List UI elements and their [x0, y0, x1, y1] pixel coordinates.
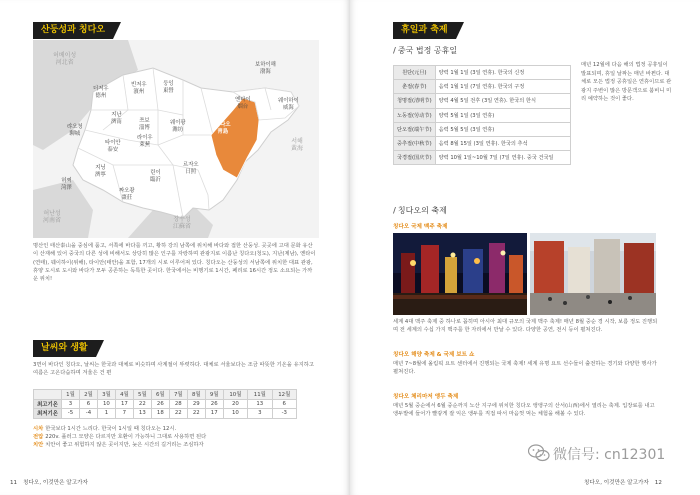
holiday-desc-cell: 음력 1월 1일 (7일 연휴). 한국의 구정 — [435, 80, 570, 94]
holiday-desc-cell: 음력 5월 5일 (3일 연휴) — [435, 122, 570, 136]
beer-festival-title: 칭다오 국제 맥주 축제 — [393, 224, 448, 230]
map-label-dezhou: 더저우 德州 — [93, 86, 109, 99]
weather-month-cell: 9월 — [205, 390, 223, 400]
weather-value-cell: 13 — [133, 409, 151, 419]
weather-section-title: 날씨와 생활 — [33, 340, 96, 357]
beer-festival-text: 세계 4대 맥주 축제 중 하나로 꼽히며 아시아 최대 규모의 국제 맥주 축제! 매년 8월 중순 경 시작, 보름 정도 진행되며 전 세계의 수십 가지 맥주를 한 자리에서 만날 수 있다. 다양한 공연, 전시 등이 펼쳐진다. — [393, 319, 658, 334]
weather-value-cell: 7 — [115, 409, 133, 419]
weather-value-cell: 28 — [169, 399, 187, 409]
map-label-hebei: 허베이성 河北省 — [53, 52, 77, 66]
map-label-bohai: 보하이해 渤海 — [255, 62, 276, 75]
map-label-jinan: 지난 濟南 — [111, 112, 122, 125]
weather-month-cell: 10월 — [223, 390, 247, 400]
holiday-row — [394, 94, 571, 108]
map-label-taian: 타이안 泰安 — [105, 140, 121, 153]
weather-value-cell: 3 — [62, 399, 80, 409]
weather-value-cell: 18 — [151, 409, 169, 419]
holiday-name-cell: 노동절(劳动节) — [394, 108, 436, 122]
holiday-desc-cell: 양력 5월 1일 (3일 연휴) — [435, 108, 570, 122]
weather-month-cell: 2월 — [79, 390, 97, 400]
left-page-number: 11 — [10, 480, 18, 486]
map-graphic — [33, 40, 319, 238]
holiday-name-cell: 중추절(中秋节) — [394, 136, 436, 150]
festival-subtitle: / 칭다오의 축제 — [393, 206, 447, 215]
weather-row-label: 최고기온 — [34, 399, 62, 409]
weather-corner-cell — [34, 390, 62, 400]
weather-value-cell: 22 — [133, 399, 151, 409]
map-label-jining: 지닝 濟寧 — [95, 165, 106, 178]
map-label-yantai: 옌타이 烟台 — [235, 97, 251, 110]
map-label-binzhou: 빈저우 濱州 — [131, 82, 147, 95]
map-label-yellowsea: 서해 黃海 — [291, 138, 304, 152]
holiday-row — [394, 108, 571, 122]
weather-table — [33, 389, 297, 419]
right-footer — [584, 478, 662, 486]
holiday-row — [394, 122, 571, 136]
map-label-henan: 허난성 河南省 — [43, 210, 62, 224]
holiday-side-note: 매년 12월에 다음 해의 법정 공휴일이 발표되며, 휴일 날짜는 매년 바뀐다. 대체로 모든 법정 공휴일은 연휴이므로 관광지 주변이 많은 방문객으로 붐비니 미리 예약하는 것이 좋다. — [581, 62, 672, 103]
weather-month-cell: 3월 — [97, 390, 115, 400]
map-label-rizhao: 르자오 日照 — [183, 162, 199, 175]
weather-row-label: 최저기온 — [34, 409, 62, 419]
weather-month-cell: 4월 — [115, 390, 133, 400]
weather-value-cell: 22 — [187, 409, 205, 419]
weather-value-cell: -3 — [272, 409, 297, 419]
weather-month-cell: 5월 — [133, 390, 151, 400]
weather-value-cell: 26 — [205, 399, 223, 409]
weather-value-cell: 3 — [248, 409, 272, 419]
holiday-row — [394, 66, 571, 80]
weather-value-cell: 29 — [187, 399, 205, 409]
weather-value-cell: 13 — [248, 399, 272, 409]
left-footer-text: 칭다오, 이것만은 알고가자 — [23, 480, 88, 486]
cherry-festival-title: 칭다오 체리마저 앵두 축제 — [393, 394, 459, 400]
holiday-row — [394, 136, 571, 150]
holiday-name-cell: 청명절(清明节) — [394, 94, 436, 108]
weather-value-cell: 20 — [223, 399, 247, 409]
holidays-subtitle: / 중국 법정 공휴일 — [393, 46, 458, 55]
map-label-weifang: 웨이팡 潍坊 — [170, 120, 186, 133]
sea-festival-title: 칭다오 해양 축제 & 국제 보트 쇼 — [393, 352, 475, 358]
street-festival-photo — [530, 233, 656, 315]
holiday-row — [394, 80, 571, 94]
holiday-name-cell: 국경절(国庆节) — [394, 151, 436, 165]
map-label-zibo: 쯔보 淄博 — [139, 118, 150, 131]
weather-month-cell: 8월 — [187, 390, 205, 400]
weather-value-cell: 1 — [97, 409, 115, 419]
right-page-number: 12 — [654, 480, 662, 486]
note-voltage: 전압 220v. 플러그 모양은 다르지만 호환이 가능하니 그대로 사용하면 된다 — [33, 434, 207, 440]
weather-months-row — [34, 390, 297, 400]
holiday-desc-cell: 음력 8월 15일 (3일 연휴). 한국의 추석 — [435, 136, 570, 150]
weather-month-cell: 11월 — [248, 390, 272, 400]
weather-value-cell: -4 — [79, 409, 97, 419]
map-label-laiwu: 라이우 萊蕪 — [137, 135, 153, 148]
map-label-weihai: 웨이하이 威海 — [278, 98, 299, 111]
sea-festival-text: 매년 7~8월에 올림픽 요트 센터에서 진행되는 국제 축제! 세계 유명 요트 선수들이 출전하는 경기와 다양한 행사가 펼쳐진다. — [393, 361, 657, 376]
map-label-heze: 허쩌 菏澤 — [61, 178, 72, 191]
left-footer — [10, 478, 88, 486]
watermark: 微信号: cn12301 — [553, 447, 666, 463]
map-label-linyi: 린이 臨沂 — [150, 170, 161, 183]
holiday-desc-cell: 양력 4월 5일 전후 (3일 연휴). 한국의 한식 — [435, 94, 570, 108]
weather-value-cell: 17 — [205, 409, 223, 419]
weather-month-cell: 12월 — [272, 390, 297, 400]
note-timezone: 시차 한국보다 1시간 느리다. 한국이 1시일 때 칭다오는 12시. — [33, 426, 177, 432]
weather-value-cell: 10 — [223, 409, 247, 419]
intro-paragraph: 명산인 태산泰山을 중심에 품고, 서쪽에 바다를 끼고, 황하 강의 남쪽에 위치해 바다와 접한 산둥성. 곳곳에 고대 문화 유산이 산재해 있어 중국의 다른 성에 비해서도 상당히 많은 인구를 자랑하며 관광지로 이름난 칭다오(청도), 지난(제남), 옌타이(연태), 웨이하이(위해), 타이안(태안)을 포함, 17개의 시로 이루어져 있다. 칭다오는 산둥성의 서남쪽에 위치한 대표 관광, 휴양 도시로 도시와 바다가 모두 공존하는 독특한 곳이다. 한국에서는 비행기로 1시간, 페리로 16시간 정도 소요되는 가까운 위치! — [33, 243, 316, 283]
weather-value-cell: 22 — [169, 409, 187, 419]
note-safety: 치안 치안이 좋고 위험하지 않은 곳이지만, 늦은 시간의 길거리는 조심하자 — [33, 442, 204, 448]
holiday-table — [393, 65, 571, 165]
weather-month-cell: 1월 — [62, 390, 80, 400]
map-section-title: 산둥성과 칭다오 — [33, 22, 113, 39]
map-label-dongying: 둥잉 東營 — [163, 81, 174, 94]
cherry-festival-text: 매년 5월 중순에서 6월 중순까지 노산 지구에 위치한 칭다오 앵앵구의 산서(山西)에서 열리는 축제. 입장료를 내고 앵두밭에 들어가 빨갛게 잘 익은 앵두를 직접 따서 마음껏 먹는 체험을 해볼 수 있다. — [393, 403, 655, 418]
map-label-zaozhuang: 짜오좡 棗莊 — [119, 188, 135, 201]
wechat-icon — [528, 444, 550, 462]
map-label-qingdao: 칭다오 靑島 — [215, 122, 231, 135]
holiday-desc-cell: 양력 10월 1일~10월 7일 (7일 연휴). 중국 건국일 — [435, 151, 570, 165]
map-label-liaocheng: 랴오청 聊城 — [67, 124, 83, 137]
weather-row — [34, 409, 297, 419]
holiday-desc-cell: 양력 1월 1일 (3일 연휴). 한국의 신정 — [435, 66, 570, 80]
weather-value-cell: 6 — [272, 399, 297, 409]
weather-paragraph: 3면이 바다인 칭다오, 날씨는 한국과 대체로 비슷하며 사계절이 뚜렷하다. 대체로 서울보다는 조금 따뜻한 기온을 유지하고 여름은 고온다습하며 겨울은 건 편 — [33, 362, 315, 377]
weather-month-cell: 7월 — [169, 390, 187, 400]
holiday-name-cell: 단오절(端午节) — [394, 122, 436, 136]
weather-month-cell: 6월 — [151, 390, 169, 400]
right-footer-text: 칭다오, 이것만은 알고가자 — [584, 480, 649, 486]
holiday-section-title: 휴일과 축제 — [393, 22, 456, 39]
holiday-name-cell: 춘절(春节) — [394, 80, 436, 94]
weather-value-cell: 26 — [151, 399, 169, 409]
map-label-jiangsu: 장쑤성 江蘇省 — [173, 216, 192, 230]
weather-row — [34, 399, 297, 409]
shandong-map — [33, 40, 319, 238]
weather-value-cell: 17 — [115, 399, 133, 409]
holiday-row — [394, 151, 571, 165]
beer-festival-photo — [393, 233, 527, 315]
weather-value-cell: 10 — [97, 399, 115, 409]
weather-value-cell: 6 — [79, 399, 97, 409]
weather-value-cell: -5 — [62, 409, 80, 419]
holiday-name-cell: 원단(元旦) — [394, 66, 436, 80]
